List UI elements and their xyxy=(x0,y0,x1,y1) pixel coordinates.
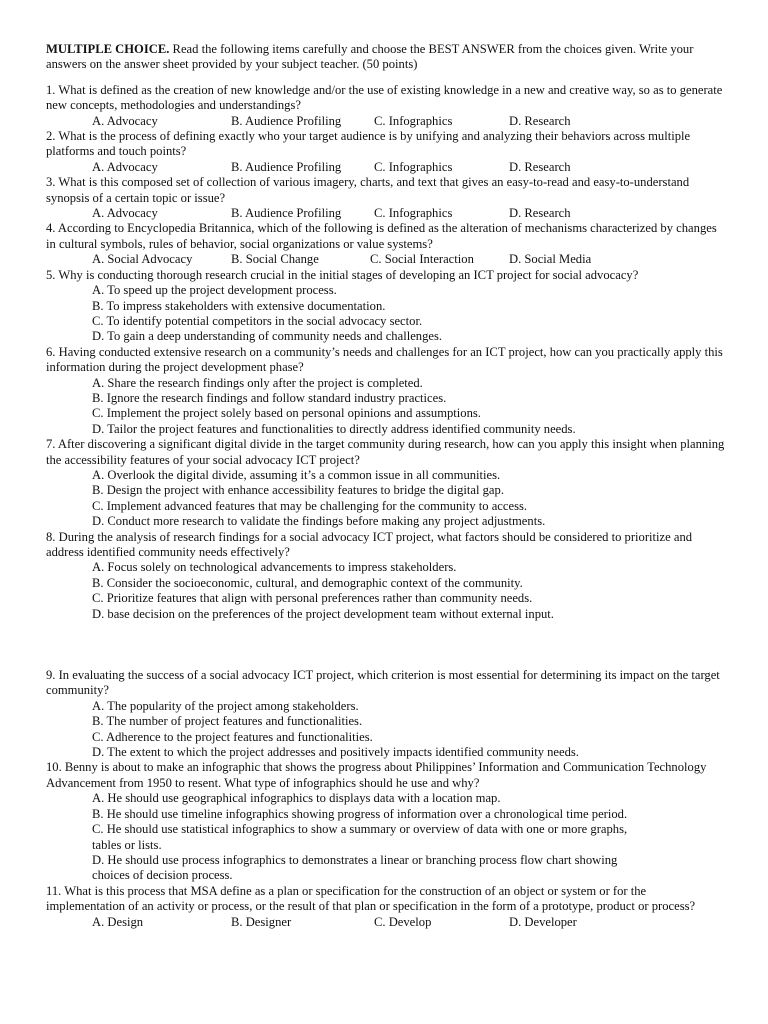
option-d: D. The extent to which the project addresses and positively impacts identified community needs. xyxy=(92,745,579,760)
instructions-text: Read the following items carefully and choose the BEST ANSWER from the choices given. Write your answers on the answer sheet provided by your subject teacher. (50 points) xyxy=(46,42,694,72)
instructions-heading: MULTIPLE CHOICE. xyxy=(46,42,170,56)
option-d: D. base decision on the preferences of the project development team without external input. xyxy=(92,606,554,621)
instructions xyxy=(46,42,726,73)
option-b: B. Audience Profiling xyxy=(231,159,342,174)
option-d: D. Developer xyxy=(509,914,577,929)
option-d: D. Social Media xyxy=(509,252,592,267)
option-d: D. Conduct more research to validate the findings before making any project adjustments. xyxy=(92,514,546,529)
option-c: C. Adherence to the project features and functionalities. xyxy=(92,729,373,744)
option-a: A. Focus solely on technological advancements to impress stakeholders. xyxy=(92,560,457,575)
question-4: 4. According to Encyclopedia Britannica, which of the following is defined as the alteration of mechanisms characterized by changes in cultural symbols, rules of behavior, social organizations or value systems? xyxy=(46,221,717,251)
question-7: 7. After discovering a significant digital divide in the target community during research, how can you apply this insight when planning the accessibility features of your social advocacy ICT project? xyxy=(46,437,725,467)
option-c: C. Develop xyxy=(374,914,432,929)
option-a: A. Share the research findings only after the project is completed. xyxy=(92,375,423,390)
question-1: 1. What is defined as the creation of new knowledge and/or the use of existing knowledge in a new and creative way, so as to generate new concepts, methodologies and understandings? xyxy=(46,82,723,113)
option-a: A. He should use geographical infographics to displays data with a location map. xyxy=(92,791,501,806)
question-9: 9. In evaluating the success of a social advocacy ICT project, which criterion is most essential for determining its impact on the target community? xyxy=(46,668,720,698)
option-b: B. Ignore the research findings and follow standard industry practices. xyxy=(92,390,447,405)
option-c: C. Infographics xyxy=(374,159,453,174)
worksheet-page xyxy=(46,42,726,930)
option-d: D. He should use process infographics to demonstrates a linear or branching process flow chart showing xyxy=(92,852,618,867)
option-b: B. Audience Profiling xyxy=(231,206,342,221)
question-3: 3. What is this composed set of collection of various imagery, charts, and text that gives an easy-to-read and easy-to-understand synopsis of a certain topic or issue? xyxy=(46,175,690,205)
option-b: B. Audience Profiling xyxy=(231,113,342,128)
question-2: 2. What is the process of defining exactly who your target audience is by unifying and analyzing their behaviors across multiple platforms and touch points? xyxy=(46,129,691,159)
option-c: C. Implement the project solely based on personal opinions and assumptions. xyxy=(92,406,481,421)
option-a: A. To speed up the project development process. xyxy=(92,283,337,298)
option-a: A. Overlook the digital divide, assuming it’s a common issue in all communities. xyxy=(92,467,501,482)
question-6: 6. Having conducted extensive research on a community’s needs and challenges for an ICT project, how can you practically apply this information during the project development phase? xyxy=(46,344,723,375)
question-2-options xyxy=(46,160,726,175)
option-d: D. Research xyxy=(509,206,571,221)
question-8: 8. During the analysis of research findings for a social advocacy ICT project, what factors should be considered to prioritize and address identified community needs effectively? xyxy=(46,529,693,559)
option-b: B. Consider the socioeconomic, cultural, and demographic context of the community. xyxy=(92,575,523,590)
option-a: A. Advocacy xyxy=(92,113,158,128)
option-c-continued: tables or lists. xyxy=(92,837,162,852)
option-b: B. Design the project with enhance accessibility features to bridge the digital gap. xyxy=(92,483,504,498)
option-d: D. Research xyxy=(509,159,571,174)
blank-space xyxy=(46,622,726,668)
option-b: B. Social Change xyxy=(231,252,319,267)
option-b: B. Designer xyxy=(231,914,292,929)
option-c: C. Implement advanced features that may be challenging for the community to access. xyxy=(92,498,528,513)
question-10: 10. Benny is about to make an infographic that shows the progress about Philippines’ Information and Communication Technology Advancement from 1950 to resent. What type of infographics should he use and why? xyxy=(46,760,707,790)
option-d: D. Tailor the project features and functionalities to directly address identified community needs. xyxy=(92,421,576,436)
question-1-options xyxy=(46,114,726,129)
option-c: C. Infographics xyxy=(374,113,453,128)
option-c: C. Prioritize features that align with personal preferences rather than community needs. xyxy=(92,591,533,606)
question-11-options xyxy=(46,915,726,930)
option-d: D. Research xyxy=(509,113,571,128)
option-b: B. He should use timeline infographics showing progress of information over a chronological time period. xyxy=(92,806,628,821)
option-c: C. Infographics xyxy=(374,206,453,221)
option-c: C. He should use statistical infographics to show a summary or overview of data with one or more graphs, xyxy=(92,822,628,837)
option-c: C. To identify potential competitors in the social advocacy sector. xyxy=(92,313,423,328)
question-5: 5. Why is conducting thorough research crucial in the initial stages of developing an ICT project for social advocacy? xyxy=(46,267,639,282)
option-a: A. Design xyxy=(92,914,144,929)
question-3-options xyxy=(46,206,726,221)
option-a: A. Advocacy xyxy=(92,159,158,174)
question-4-options xyxy=(46,252,726,267)
option-a: A. The popularity of the project among stakeholders. xyxy=(92,698,359,713)
option-a: A. Social Advocacy xyxy=(92,252,193,267)
option-d: D. To gain a deep understanding of community needs and challenges. xyxy=(92,329,443,344)
option-b: B. The number of project features and functionalities. xyxy=(92,714,363,729)
option-a: A. Advocacy xyxy=(92,206,158,221)
option-b: B. To impress stakeholders with extensive documentation. xyxy=(92,298,386,313)
question-11: 11. What is this process that MSA define as a plan or specification for the construction of an object or system or for the implementation of an activity or process, or the result of that plan or specification in the form of a prototype, product or process? xyxy=(46,883,696,914)
option-d-continued: choices of decision process. xyxy=(92,868,233,883)
option-c: C. Social Interaction xyxy=(370,252,474,267)
